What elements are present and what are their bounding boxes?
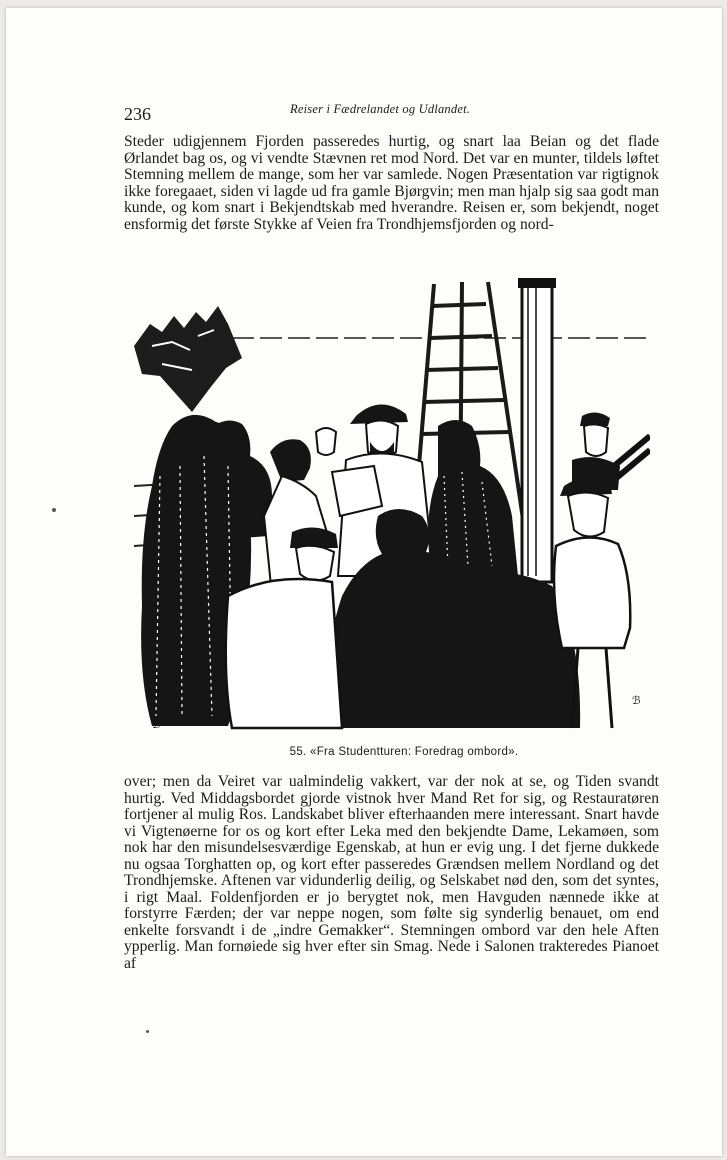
- island-rock: [134, 306, 242, 412]
- paragraph-top: Steder udigjennem Fjorden passeredes hurtig, og snart laa Beian og det flade Ørlandet bag os, og vi vendte Stævnen ret mod Nord. Det var en munter, tildels løftet Stemning mellem de mange, som her var samlede. Nogen Præsentation var rigtignok ikke foregaaet, siden vi lagde ud fra gamle Bjørgvin; men man hjalp sig saa godt man kunde, og kom snart i Bekjendtskab med hverandre. Reisen er, som bekjendt, noget ensformig det første Stykke af Veien fra Trondhjemsfjorden og nord-: [124, 133, 659, 233]
- book-page: [6, 8, 722, 1156]
- figure-caption: 55. «Fra Studentturen: Foredrag ombord».: [289, 746, 519, 758]
- monogram-left: ℬ: [152, 718, 161, 731]
- ship-deck-illustration: [132, 276, 650, 736]
- monogram-right: ℬ: [632, 694, 641, 707]
- paragraph-bottom: over; men da Veiret var ualmindelig vakkert, var der nok at se, og Tiden svandt hurtig. Ved Middagsbordet gjorde vistnok hver Mand Ret for sig, og Restauratøren fortjener al mulig Ros. Landskabet bliver efterhaanden mere interessant. Snart havde vi Vigtenøerne for os og kort efter Leka med den bekjendte Dame, Lekamøen, som nok har den misundelsesværdige Egenskab, at hun er evig ung. I det fjerne dukkede nu ogsaa Torghatten op, og kort efter passeredes Grændsen mellem Nordland og det Trondhjemske. Aftenen var vidunderlig deilig, og Selskabet nød den, som det syntes, i rigt Maal. Foldenfjorden er jo berygtet nok, men Havguden nænnede ikke at forstyrre Færden; der var neppe nogen, som følte sig synderlig benauet, om end enkelte forsvandt i de „indre Gemakker“. Stemningen ombord var den hele Aften ypperlig. Man fornøiede sig hver efter sin Smag. Nede i Salonen trakteredes Pianoet af: [124, 773, 659, 972]
- page-number: 236: [124, 104, 151, 124]
- crowd: [141, 404, 630, 728]
- running-title: Reiser i Fædrelandet og Udlandet.: [290, 102, 471, 116]
- ink-speck: [52, 508, 56, 512]
- mast: [518, 278, 556, 582]
- ink-speck: [146, 1030, 149, 1033]
